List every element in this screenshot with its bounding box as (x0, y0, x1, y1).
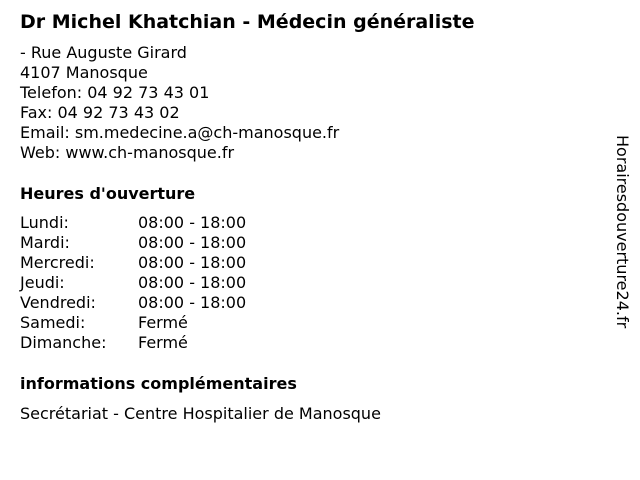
website-address: Web: www.ch-manosque.fr (20, 143, 235, 162)
time-value: 08:00 - 18:00 (138, 293, 247, 312)
fax-number: Fax: 04 92 73 43 02 (20, 103, 180, 122)
hours-row-wednesday (20, 253, 246, 273)
time-value: Fermé (138, 313, 188, 332)
time-value: 08:00 - 18:00 (138, 233, 247, 252)
page-title: Dr Michel Khatchian - Médecin généraliste (20, 11, 475, 33)
hours-row-monday (20, 213, 246, 233)
day-label: Lundi: (20, 213, 69, 232)
day-label: Jeudi: (20, 273, 65, 292)
hours-heading: Heures d'ouverture (20, 184, 196, 203)
additional-info-text: Secrétariat - Centre Hospitalier de Manosque (20, 404, 381, 423)
opening-hours-table (20, 213, 246, 353)
day-label: Samedi: (20, 313, 86, 332)
site-watermark: Horairesdouverture24.fr (613, 135, 632, 329)
hours-row-tuesday (20, 233, 246, 253)
day-label: Dimanche: (20, 333, 107, 352)
time-value: 08:00 - 18:00 (138, 213, 247, 232)
time-value: Fermé (138, 333, 188, 352)
email-address: Email: sm.medecine.a@ch-manosque.fr (20, 123, 340, 142)
street-address: - Rue Auguste Girard (20, 43, 187, 62)
hours-row-sunday (20, 333, 246, 353)
hours-row-saturday (20, 313, 246, 333)
address-block (20, 43, 339, 163)
day-label: Mardi: (20, 233, 70, 252)
city-line: 4107 Manosque (20, 63, 148, 82)
hours-row-thursday (20, 273, 246, 293)
day-label: Vendredi: (20, 293, 96, 312)
hours-row-friday (20, 293, 246, 313)
time-value: 08:00 - 18:00 (138, 273, 247, 292)
day-label: Mercredi: (20, 253, 95, 272)
additional-info-heading: informations complémentaires (20, 374, 297, 393)
phone-number: Telefon: 04 92 73 43 01 (20, 83, 210, 102)
time-value: 08:00 - 18:00 (138, 253, 247, 272)
